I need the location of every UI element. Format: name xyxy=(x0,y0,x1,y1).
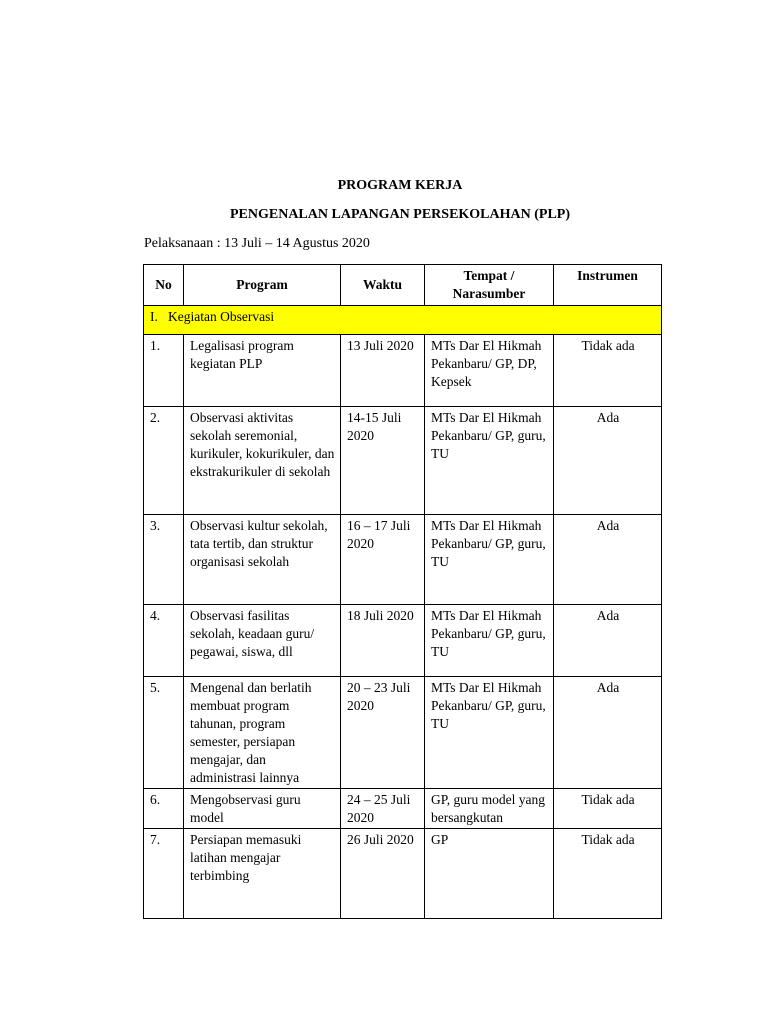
header-program: Program xyxy=(184,265,341,306)
cell-waktu: 24 – 25 Juli 2020 xyxy=(341,789,425,829)
cell-tempat: MTs Dar El Hikmah Pekanbaru/ GP, guru, TU xyxy=(425,605,554,677)
cell-no: 5. xyxy=(144,677,184,789)
table-header-row xyxy=(144,265,662,306)
program-table xyxy=(143,264,662,919)
cell-instrumen: Ada xyxy=(554,407,662,515)
header-no: No xyxy=(144,265,184,306)
cell-tempat: MTs Dar El Hikmah Pekanbaru/ GP, DP, Kepsek xyxy=(425,335,554,407)
header-tempat-narasumber: Tempat / Narasumber xyxy=(425,265,554,306)
cell-instrumen: Tidak ada xyxy=(554,789,662,829)
header-instrumen: Instrumen xyxy=(554,265,662,306)
table-row xyxy=(144,829,662,919)
cell-instrumen: Ada xyxy=(554,677,662,789)
cell-instrumen: Tidak ada xyxy=(554,335,662,407)
cell-waktu: 13 Juli 2020 xyxy=(341,335,425,407)
cell-program: Observasi aktivitas sekolah seremonial, kurikuler, kokurikuler, dan ekstrakurikuler di sekolah xyxy=(184,407,341,515)
cell-no: 7. xyxy=(144,829,184,919)
section-row xyxy=(144,306,662,335)
cell-program: Observasi fasilitas sekolah, keadaan guru/ pegawai, siswa, dll xyxy=(184,605,341,677)
cell-waktu: 20 – 23 Juli 2020 xyxy=(341,677,425,789)
cell-no: 4. xyxy=(144,605,184,677)
section-kegiatan-observasi: I. Kegiatan Observasi xyxy=(144,306,662,335)
cell-no: 1. xyxy=(144,335,184,407)
cell-program: Legalisasi program kegiatan PLP xyxy=(184,335,341,407)
cell-instrumen: Ada xyxy=(554,515,662,605)
pelaksanaan-date-range: Pelaksanaan : 13 Juli – 14 Agustus 2020 xyxy=(144,236,370,251)
document-title: PROGRAM KERJA xyxy=(337,178,463,193)
cell-waktu: 18 Juli 2020 xyxy=(341,605,425,677)
cell-program: Mengenal dan berlatih membuat program tahunan, program semester, persiapan mengajar, dan administrasi lainnya xyxy=(184,677,341,789)
cell-no: 3. xyxy=(144,515,184,605)
cell-tempat: MTs Dar El Hikmah Pekanbaru/ GP, guru, TU xyxy=(425,515,554,605)
cell-tempat: GP, guru model yang bersangkutan xyxy=(425,789,554,829)
table-row xyxy=(144,789,662,829)
cell-instrumen: Tidak ada xyxy=(554,829,662,919)
cell-instrumen: Ada xyxy=(554,605,662,677)
cell-no: 6. xyxy=(144,789,184,829)
table-row xyxy=(144,515,662,605)
cell-waktu: 16 – 17 Juli 2020 xyxy=(341,515,425,605)
cell-tempat: MTs Dar El Hikmah Pekanbaru/ GP, guru, TU xyxy=(425,677,554,789)
cell-program: Observasi kultur sekolah, tata tertib, dan struktur organisasi sekolah xyxy=(184,515,341,605)
cell-waktu: 14-15 Juli 2020 xyxy=(341,407,425,515)
cell-waktu: 26 Juli 2020 xyxy=(341,829,425,919)
table-row xyxy=(144,677,662,789)
document-subtitle: PENGENALAN LAPANGAN PERSEKOLAHAN (PLP) xyxy=(229,207,571,222)
table-row xyxy=(144,335,662,407)
cell-program: Mengobservasi guru model xyxy=(184,789,341,829)
cell-tempat: GP xyxy=(425,829,554,919)
table-row xyxy=(144,605,662,677)
cell-no: 2. xyxy=(144,407,184,515)
cell-program: Persiapan memasuki latihan mengajar terbimbing xyxy=(184,829,341,919)
header-waktu: Waktu xyxy=(341,265,425,306)
table-row xyxy=(144,407,662,515)
cell-tempat: MTs Dar El Hikmah Pekanbaru/ GP, guru, TU xyxy=(425,407,554,515)
